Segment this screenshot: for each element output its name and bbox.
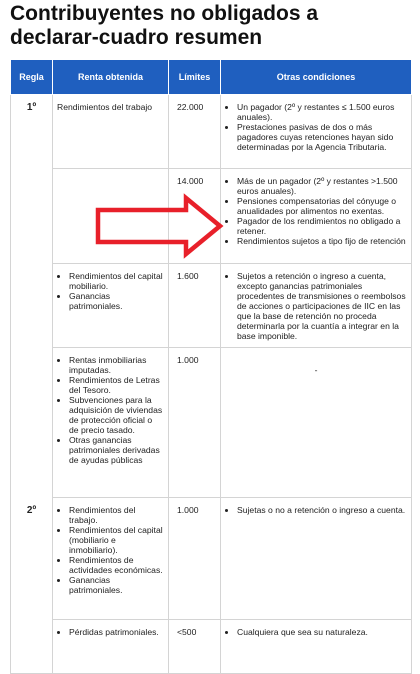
header-regla: Regla (11, 60, 53, 95)
condition-item: • Cualquiera que sea su naturaleza. (237, 627, 407, 637)
condition-item: • Sujetas o no a retención o ingreso a cuenta. (237, 505, 407, 515)
condition-item: • Pagador de los rendimientos no obligado a retener. (237, 216, 407, 236)
table-row (11, 498, 412, 620)
conditions-cell (221, 348, 412, 498)
renta-cell (53, 169, 169, 264)
condition-item: • Pensiones compensatorias del cónyuge o anualidades por alimentos no exentas. (237, 196, 407, 216)
limit-cell: <500 (169, 620, 221, 674)
rule-label: 2º (11, 498, 53, 674)
renta-item: • Rendimientos del capital mobiliario. (69, 271, 164, 291)
header-row (11, 60, 412, 95)
condition-item: • Sujetos a retención o ingreso a cuenta, excepto ganancias patrimoniales procedentes de transmisiones o reembolsos de acciones o participaciones de IIC en las que la base de retención no proceda determinarla por la cuantía a integrar en la base imponible. (237, 271, 407, 341)
renta-item: • Rendimientos del capital (mobiliario e inmobiliario). (69, 525, 164, 555)
header-renta-obtenida: Renta obtenida (53, 60, 169, 95)
renta-item: • Ganancias patrimoniales. (69, 575, 164, 595)
renta-text: Rendimientos del trabajo (57, 102, 153, 112)
limit-cell: 1.600 (169, 264, 221, 348)
table-row (11, 169, 412, 264)
table-row (11, 620, 412, 674)
renta-item: • Rendimientos de actividades económicas. (69, 555, 164, 575)
renta-item: • Rendimientos de Letras del Tesoro. (69, 375, 164, 395)
header-limites: Límites (169, 60, 221, 95)
conditions-dash: - (314, 365, 318, 375)
renta-item: • Rendimientos del trabajo. (69, 505, 164, 525)
limit-cell: 1.000 (169, 498, 221, 620)
limit-cell: 1.000 (169, 348, 221, 498)
renta-item: • Rentas inmobiliarias imputadas. (69, 355, 164, 375)
conditions-cell (221, 95, 412, 169)
renta-item: • Ganancias patrimoniales. (69, 291, 164, 311)
table-row (11, 348, 412, 498)
renta-item: • Pérdidas patrimoniales. (69, 627, 164, 637)
summary-table (10, 59, 412, 674)
conditions-cell (221, 498, 412, 620)
renta-cell (53, 95, 169, 169)
conditions-cell (221, 169, 412, 264)
renta-cell (53, 498, 169, 620)
conditions-cell (221, 264, 412, 348)
table-row (11, 264, 412, 348)
condition-item: • Un pagador (2º y restantes ≤ 1.500 euros anuales). (237, 102, 407, 122)
header-otras-condiciones: Otras condiciones (221, 60, 412, 95)
page-title: Contribuyentes no obligados a declarar-cuadro resumen (10, 2, 319, 49)
conditions-cell (221, 620, 412, 674)
renta-cell (53, 348, 169, 498)
limit-cell: 14.000 (169, 169, 221, 264)
renta-item: • Otras ganancias patrimoniales derivadas de ayudas públicas (69, 435, 164, 465)
condition-item: • Prestaciones pasivas de dos o más pagadores cuyas retenciones hayan sido determinadas por la Agencia Tributaria. (237, 122, 407, 152)
condition-item: • Rendimientos sujetos a tipo fijo de retención (237, 236, 407, 246)
renta-cell (53, 264, 169, 348)
table-row (11, 95, 412, 169)
renta-item: • Subvenciones para la adquisición de viviendas de protección oficial o de precio tasado. (69, 395, 164, 435)
condition-item: • Más de un pagador (2º y restantes >1.500 euros anuales). (237, 176, 407, 196)
renta-cell (53, 620, 169, 674)
rule-label: 1º (11, 95, 53, 498)
limit-cell: 22.000 (169, 95, 221, 169)
